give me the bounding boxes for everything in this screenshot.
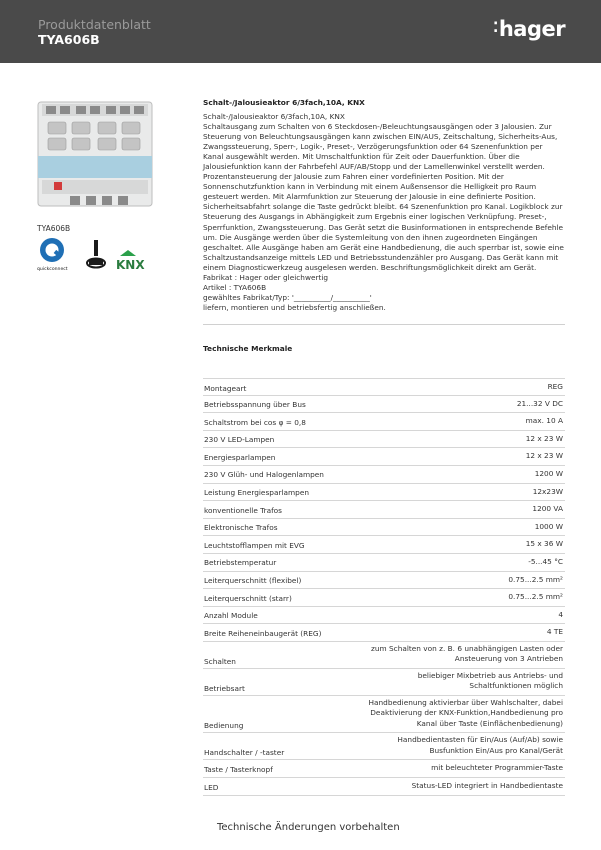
product-code-label: TYA606B	[37, 224, 71, 233]
spec-key: Leuchtstofflampen mit EVG	[204, 540, 305, 550]
description-line: Kanal ausgewählt werden. Mit Umschaltfunktion für Zeit oder Dauerfunktion. Über die	[203, 152, 520, 162]
spec-row	[203, 642, 565, 669]
spec-row	[203, 554, 565, 572]
spec-value-line: 15 x 36 W	[525, 539, 563, 549]
description-line: Steuerung des Ausgangs in Abhängigkeit zum Ergebnis einer logischen Verknüpfung. Preset-,	[203, 212, 547, 222]
spec-value	[526, 539, 563, 550]
spec-value	[397, 735, 563, 756]
knx-logo	[116, 250, 145, 272]
spec-row	[203, 413, 565, 431]
spec-key: Breite Reiheneinbaugerät (REG)	[204, 628, 322, 638]
spec-table	[203, 378, 565, 796]
description-line: gewähltes Fabrikat/Typ: '__________/__________'	[203, 292, 372, 302]
spec-key: Taste / Tasterknopf	[204, 764, 273, 774]
divider	[203, 324, 565, 325]
spec-value-line: beliebiger Mixbetrieb aus Antriebs- und	[417, 670, 563, 680]
spec-value-line: max. 10 A	[525, 416, 563, 426]
spec-key: Schaltstrom bei cos φ = 0,8	[204, 417, 306, 427]
spec-value	[526, 451, 563, 462]
description-line: Sperrfunktion, Zwangssteuerung. Das Gerät setzt die Businformationen in entsprechende Befehle	[203, 222, 564, 232]
spec-value	[548, 382, 563, 393]
spec-value	[535, 469, 563, 480]
description-line: Fabrikat : Hager oder gleichwertig	[203, 272, 329, 282]
spec-row	[203, 696, 565, 734]
spec-row	[203, 760, 565, 778]
svg-text:KNX: KNX	[116, 258, 145, 272]
footer-note: Technische Änderungen vorbehalten	[217, 822, 400, 833]
spec-value-line: Busfunktion Ein/Aus pro Kanal/Gerät	[429, 745, 563, 755]
spec-value	[535, 522, 563, 533]
spec-value-line: 1000 W	[534, 521, 563, 531]
certification-logos	[36, 236, 156, 276]
spec-row	[203, 466, 565, 484]
spec-value	[528, 557, 563, 568]
spec-row	[203, 669, 565, 696]
spec-key: Betriebsart	[204, 683, 245, 693]
spec-key: Schalten	[204, 656, 236, 666]
description-line: Schaltausgang zum Schalten von 6 Steckdosen-/Beleuchtungsausgängen oder 3 Jalousien. Zur	[203, 122, 552, 132]
description-line: um. Die Ausgänge werden über die Systemleitung von den ihnen zugeordneten Eingängen	[203, 232, 538, 242]
spec-row	[203, 778, 565, 796]
spec-row	[203, 733, 565, 760]
spec-value	[431, 763, 563, 774]
spec-value-line: Deaktivierung der KNX-Funktion,Handbedienung pro	[370, 708, 563, 718]
spec-row	[203, 378, 565, 396]
spec-value-line: 21...32 V DC	[516, 398, 563, 408]
spec-row	[203, 572, 565, 590]
spec-row	[203, 501, 565, 519]
section-title-technical: Technische Merkmale	[203, 344, 293, 353]
manual-switch-icon	[84, 238, 110, 272]
spec-value	[517, 399, 563, 410]
spec-value	[547, 627, 563, 638]
spec-value-line: 12 x 23 W	[525, 433, 563, 443]
description-line: Jalousiefunktion kann der Fahrbefehl AUF/AB/Stopp und der Lamellenwinkel verstellt werden.	[203, 162, 545, 172]
document-type: Produktdatenblatt	[38, 17, 151, 32]
svg-text:quickconnect: quickconnect	[37, 267, 68, 272]
spec-value-line: 4 TE	[546, 627, 563, 637]
spec-value	[526, 434, 563, 445]
spec-key: konventionelle Trafos	[204, 505, 283, 515]
spec-value-line: -5...45 °C	[528, 556, 563, 566]
description-line: Sonnenschutzfunktion kann in Verbindung mit einem Außensensor die Helligkeit pro Raum	[203, 182, 537, 192]
spec-key: Elektronische Trafos	[204, 523, 278, 533]
spec-key: Bedienung	[204, 721, 244, 731]
spec-value	[368, 698, 563, 730]
product-description	[203, 112, 567, 313]
product-title: Schalt-/Jalousieaktor 6/3fach,10A, KNX	[203, 98, 365, 107]
description-line: geschaltet. Alle Ausgänge haben am Gerät eine Handbedienung, die auch sperrbar ist, sowie eine	[203, 242, 564, 252]
spec-value	[532, 504, 563, 515]
description-line: Zwangssteuerung, Sperr-, Logik-, Preset-, Verzögerungsfunktion oder 64 Szenenfunktion per	[203, 142, 543, 152]
spec-value	[508, 592, 563, 603]
spec-value-line: 4	[558, 609, 563, 619]
quicklink-logo	[37, 238, 68, 272]
spec-value-line: 0.75...2.5 mm²	[508, 592, 563, 602]
spec-value	[371, 644, 563, 665]
spec-row	[203, 484, 565, 502]
description-line: einem Diagnosticwerkzeug ausgelesen werden. Beschriftungsmöglichkeit direkt am Gerät.	[203, 262, 537, 272]
spec-row	[203, 589, 565, 607]
spec-key: Leiterquerschnitt (flexibel)	[204, 576, 302, 586]
spec-value	[508, 575, 563, 586]
spec-key: 230 V LED-Lampen	[204, 435, 275, 445]
spec-value-line: Schaltfunktionen möglich	[469, 681, 563, 691]
spec-value	[412, 781, 563, 792]
description-line: liefern, montieren und betriebsfertig anschließen.	[203, 302, 386, 312]
spec-value-line: 1200 W	[534, 468, 563, 478]
page-header	[0, 0, 601, 63]
spec-key: Betriebstemperatur	[204, 558, 277, 568]
spec-row	[203, 624, 565, 642]
spec-value-line: 0.75...2.5 mm²	[508, 574, 563, 584]
spec-row	[203, 607, 565, 625]
spec-row	[203, 431, 565, 449]
spec-key: 230 V Glüh- und Halogenlampen	[204, 470, 324, 480]
spec-key: Montageart	[204, 383, 247, 393]
spec-value	[526, 416, 563, 427]
description-line: Schaltzustandsanzeige mittels LED und Betriebsstundenzähler pro Ausgang. Das Gerät kann mit	[203, 252, 559, 262]
spec-value-line: Handbedienung aktivierbar über Wahlschalter, dabei	[368, 697, 563, 707]
spec-key: Betriebsspannung über Bus	[204, 400, 306, 410]
spec-value-line: Kanal über Taste (Einflächenbedienung)	[416, 718, 563, 728]
description-line: Prozentansteuerung der Jalousie zum Fahren einer vordefinierten Position. Mit der	[203, 172, 504, 182]
spec-key: LED	[204, 782, 219, 792]
hager-logo: ⁚hager	[493, 17, 566, 41]
spec-value-line: 1200 VA	[532, 504, 563, 514]
spec-row	[203, 536, 565, 554]
spec-key: Leistung Energiesparlampen	[204, 488, 309, 498]
description-line: Steuerung von Beleuchtungsausgängen kann zwischen EIN/AUS, Zeitschaltung, Sicherheits-Aus,	[203, 132, 558, 142]
spec-value-line: 12x23W	[532, 486, 563, 496]
description-line: Sicherheitsabfahrt solange die Taste gedrückt bleibt. 64 Szenenfunktion pro Kanal. Logikblock zur	[203, 202, 563, 212]
description-line: Artikel : TYA606B	[203, 282, 267, 292]
spec-value-line: Status-LED integriert in Handbedientaste	[411, 781, 563, 790]
spec-value	[558, 610, 563, 621]
spec-row	[203, 519, 565, 537]
description-line: gesteuert werden. Mit Alarmfunktion zur Steuerung der Jalousie in eine definierte Position.	[203, 192, 536, 202]
spec-value-line: mit beleuchteter Programmier-Taste	[431, 763, 563, 773]
spec-value-line: zum Schalten von z. B. 6 unabhängigen Lasten oder	[371, 643, 563, 653]
spec-value	[533, 487, 563, 498]
spec-key: Handschalter / -taster	[204, 748, 285, 758]
spec-key: Anzahl Module	[204, 611, 258, 621]
spec-row	[203, 396, 565, 414]
product-image	[36, 98, 154, 216]
spec-key: Energiesparlampen	[204, 452, 276, 462]
spec-value-line: Handbedientasten für Ein/Aus (Auf/Ab) sowie	[397, 735, 563, 745]
spec-value-line: Ansteuerung von 3 Antrieben	[454, 654, 563, 664]
spec-value-line: REG	[547, 382, 563, 391]
spec-key: Leiterquerschnitt (starr)	[204, 593, 292, 603]
description-line: Schalt-/Jalousieaktor 6/3fach,10A, KNX	[203, 112, 345, 121]
spec-value	[418, 671, 563, 692]
document-product-code: TYA606B	[38, 32, 100, 47]
spec-value-line: 12 x 23 W	[525, 451, 563, 461]
spec-row	[203, 448, 565, 466]
